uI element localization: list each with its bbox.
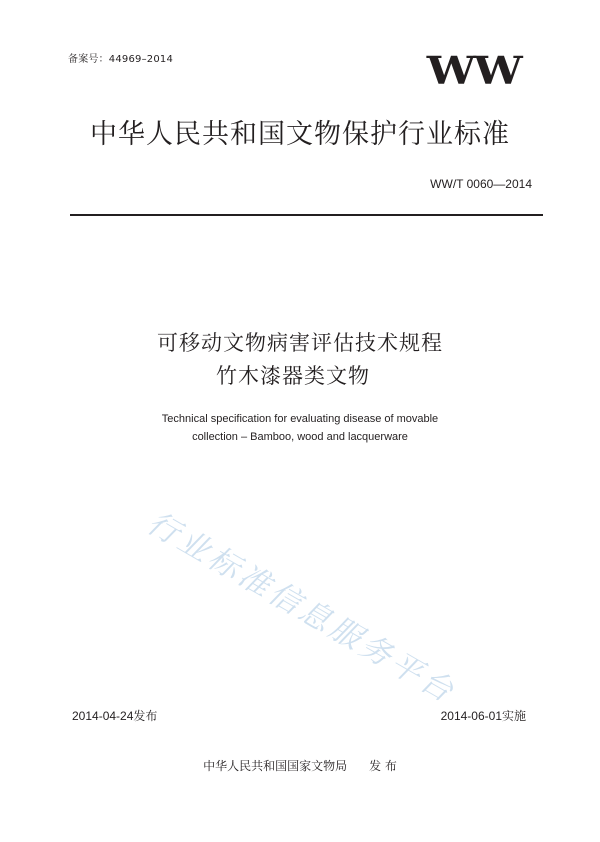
english-title-line-2: collection – Bamboo, wood and lacquerware [192, 431, 408, 443]
standard-number: WW/T 0060—2014 [430, 177, 532, 191]
record-number: 备案号：44969–2014 [68, 54, 174, 65]
header-divider [70, 214, 543, 216]
ww-logo: WW [426, 48, 520, 93]
issue-date: 2014-04-24发布 [72, 709, 158, 723]
publisher-action: 发 布 [369, 759, 397, 773]
implementation-date: 2014-06-01实施 [440, 709, 526, 723]
standard-title: 中华人民共和国文物保护行业标准 [90, 119, 510, 150]
watermark: 行业标准信息服务平台 [141, 504, 463, 712]
chinese-title-line-2: 竹木漆器类文物 [216, 364, 370, 388]
publisher-line [0, 757, 600, 774]
chinese-title-line-1: 可移动文物病害评估技术规程 [157, 331, 443, 355]
english-title-line-1: Technical specification for evaluating disease of movable [161, 413, 439, 425]
publisher-name: 中华人民共和国国家文物局 [203, 759, 348, 773]
